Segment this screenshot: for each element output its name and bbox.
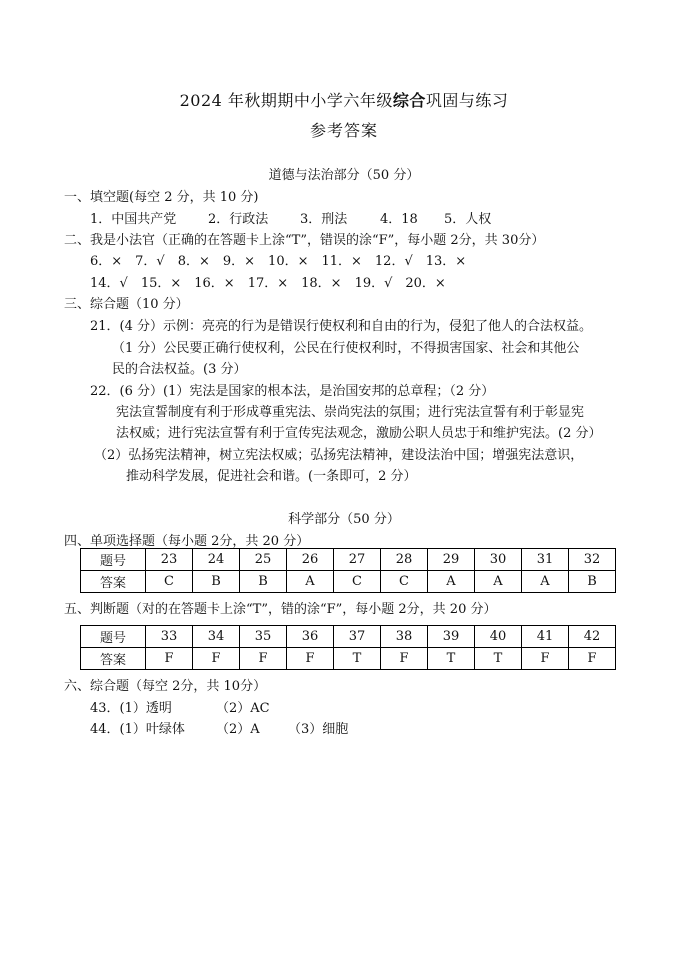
answer-label: 答案 [81, 648, 146, 670]
q43-answers [90, 697, 270, 716]
q22-line4: （2）弘扬宪法精神，树立宪法权威；弘扬宪法精神，建设法治中国；增强宪法意识， [94, 448, 584, 463]
table-cell: B [193, 571, 240, 593]
table-cell: A [522, 571, 569, 593]
table-row [81, 549, 616, 571]
table-cell: 40 [475, 626, 522, 648]
table-cell: 42 [569, 626, 616, 648]
section3-heading: 三、综合题（10 分） [64, 297, 189, 312]
answer-1: 1．中国共产党 [90, 212, 177, 227]
table-cell: 29 [428, 549, 475, 571]
q43-part1: 43．(1）透明 [90, 701, 172, 716]
table-cell: 24 [193, 549, 240, 571]
table-row [81, 571, 616, 593]
section2-answers-line1: 6．× 7．√ 8．× 9．× 10．× 11．× 12．√ 13．× [90, 254, 467, 269]
answer-2: 2．行政法 [208, 212, 269, 227]
page-title [0, 88, 688, 111]
q44-part3: （3）细胞 [288, 722, 349, 737]
table-cell: 28 [381, 549, 428, 571]
table-cell: F [146, 648, 193, 670]
table-cell: 31 [522, 549, 569, 571]
q21-line2: （1 分）公民要正确行使权利，公民在行使权利时，不得损害国家、社会和其他公 [112, 341, 580, 356]
table-cell: 32 [569, 549, 616, 571]
table-cell: 27 [334, 549, 381, 571]
moral-section-title: 道德与法治部分（50 分） [268, 168, 420, 183]
table-cell: 39 [428, 626, 475, 648]
table-row [81, 648, 616, 670]
q44-answers [90, 718, 348, 737]
table-cell: F [287, 648, 334, 670]
table-cell: F [569, 648, 616, 670]
q43-part2: （2）AC [216, 701, 270, 716]
table-cell: F [381, 648, 428, 670]
section6-heading: 六、综合题（每空 2分，共 10分） [64, 679, 267, 694]
answer-4: 4．18 [380, 212, 418, 227]
section4-answer-table [80, 548, 616, 593]
table-cell: 30 [475, 549, 522, 571]
table-row [81, 626, 616, 648]
table-cell: A [428, 571, 475, 593]
section5-answer-table [80, 625, 616, 670]
table-cell: 33 [146, 626, 193, 648]
table-cell: F [522, 648, 569, 670]
question-number-label: 题号 [81, 626, 146, 648]
table-cell: T [334, 648, 381, 670]
table-cell: 34 [193, 626, 240, 648]
table-cell: 38 [381, 626, 428, 648]
q44-part1: 44．(1）叶绿体 [90, 722, 185, 737]
q22-line5: 推动科学发展，促进社会和谐。(一条即可，2 分） [126, 469, 417, 484]
table-cell: B [569, 571, 616, 593]
title-prefix: 2024 年秋期期中小学六年级 [179, 91, 393, 110]
q21-line3: 民的合法权益。(3 分） [112, 362, 247, 377]
q44-part2: （2）A [216, 722, 260, 737]
question-number-label: 题号 [81, 549, 146, 571]
section2-answers-line2: 14．√ 15．× 16．× 17．× 18．× 19．√ 20．× [90, 276, 446, 291]
title-bold-word: 综合 [392, 91, 426, 110]
q22-line3: 法权威；进行宪法宣誓有利于宣传宪法观念，激励公职人员忠于和维护宪法。(2 分） [116, 426, 602, 441]
title-suffix: 巩固与练习 [425, 91, 509, 110]
table-cell: 35 [240, 626, 287, 648]
section5-heading: 五、判断题（对的在答题卡上涂“T”，错的涂“F”，每小题 2分，共 20 分） [64, 602, 497, 617]
table-cell: 23 [146, 549, 193, 571]
section1-heading: 一、填空题(每空 2 分，共 10 分) [64, 190, 259, 205]
table-cell: C [146, 571, 193, 593]
q21-line1: 21．(4 分）示例：亮亮的行为是错误行使权利和自由的行为，侵犯了他人的合法权益。 [90, 319, 593, 334]
table-cell: 41 [522, 626, 569, 648]
section1-answers [90, 208, 491, 227]
table-cell: C [334, 571, 381, 593]
section4-heading: 四、单项选择题（每小题 2分，共 20 分） [64, 534, 310, 549]
table-cell: T [428, 648, 475, 670]
q22-line2: 宪法宣誓制度有利于形成尊重宪法、崇尚宪法的氛围；进行宪法宣誓有利于彰显宪 [116, 405, 585, 420]
table-cell: T [475, 648, 522, 670]
table-cell: B [240, 571, 287, 593]
section2-heading: 二、我是小法官（正确的在答题卡上涂“T”，错误的涂“F”，每小题 2分，共 30分） [64, 233, 545, 248]
answer-3: 3．刑法 [300, 212, 348, 227]
table-cell: F [240, 648, 287, 670]
answer-5: 5．人权 [444, 212, 492, 227]
table-cell: 26 [287, 549, 334, 571]
table-cell: A [475, 571, 522, 593]
q22-line1: 22．(6 分）(1）宪法是国家的根本法，是治国安邦的总章程；（2 分） [90, 384, 495, 399]
table-cell: F [193, 648, 240, 670]
science-section-title: 科学部分（50 分） [288, 512, 400, 527]
table-cell: A [287, 571, 334, 593]
table-cell: 25 [240, 549, 287, 571]
answer-label: 答案 [81, 571, 146, 593]
table-cell: 36 [287, 626, 334, 648]
table-cell: 37 [334, 626, 381, 648]
table-cell: C [381, 571, 428, 593]
page-subtitle: 参考答案 [309, 121, 378, 140]
